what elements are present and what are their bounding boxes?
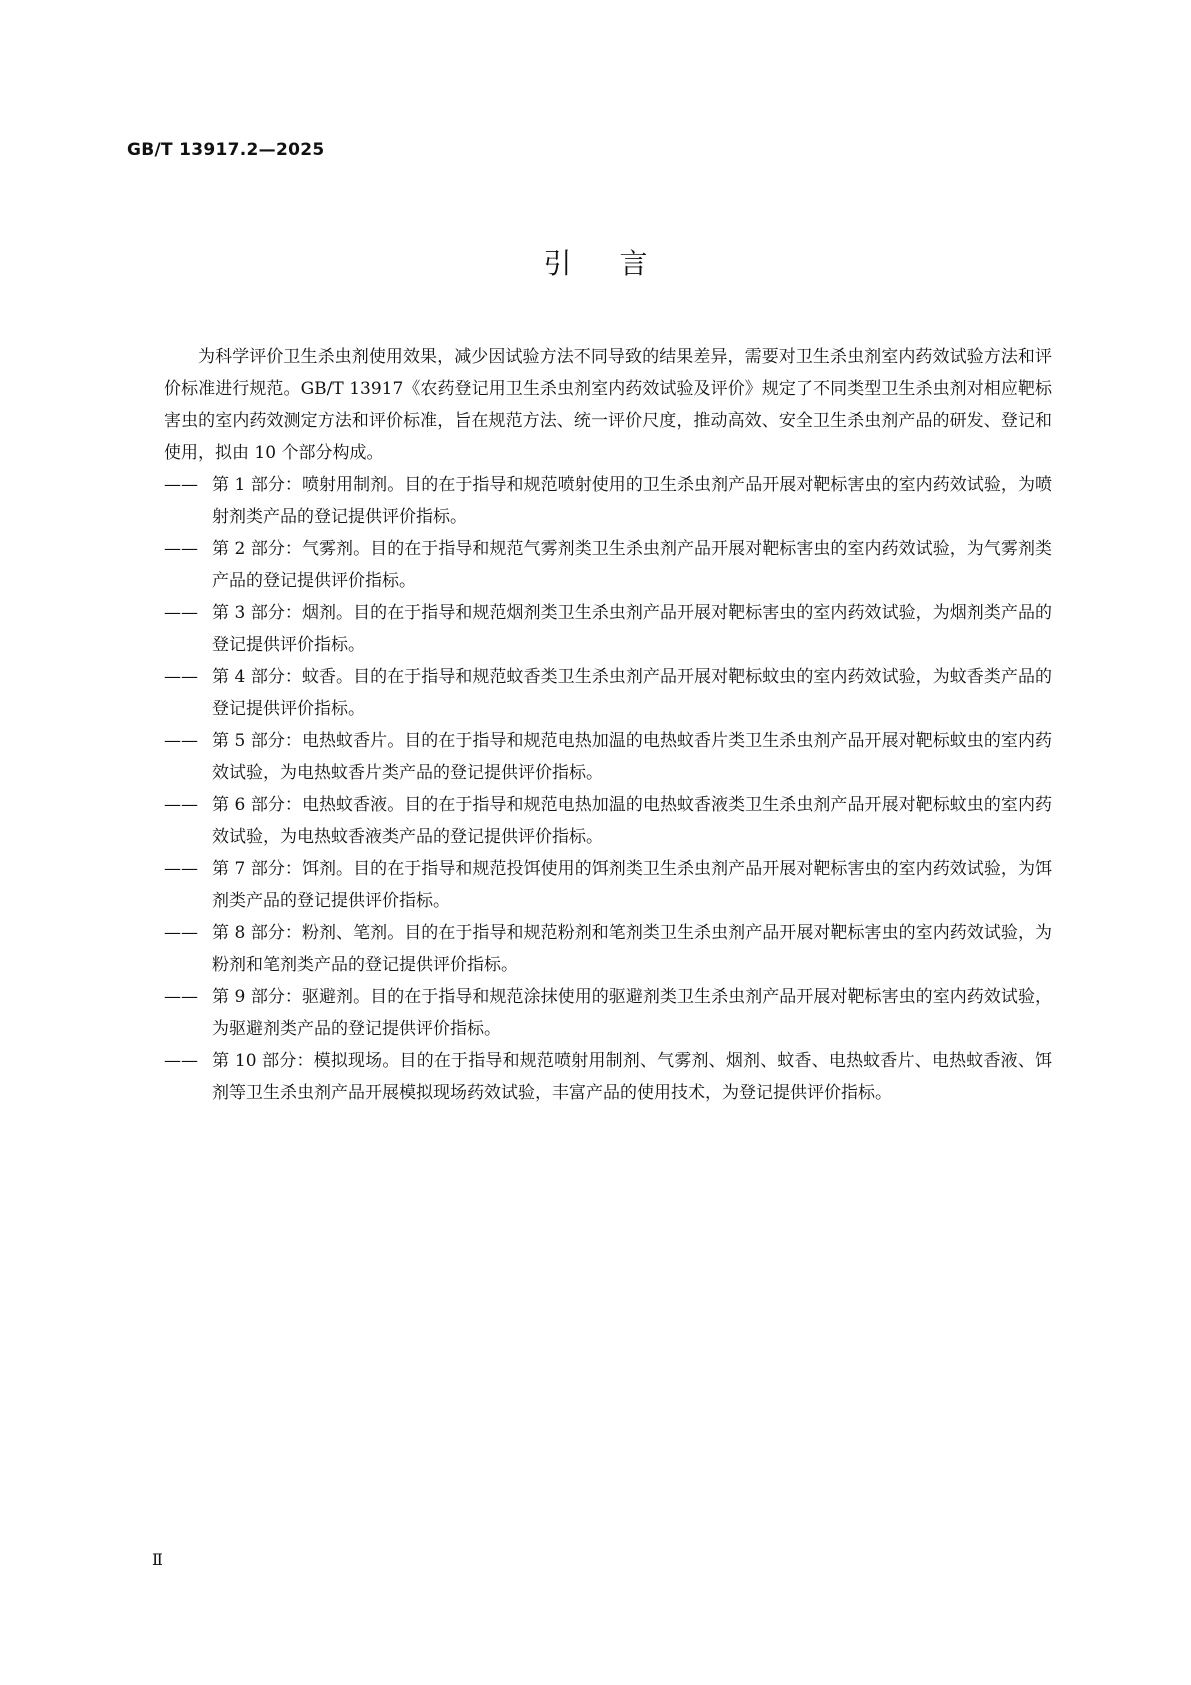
list-item	[164, 789, 1052, 853]
list-dash: ——	[164, 731, 198, 751]
list-dash: ——	[164, 667, 198, 687]
list-dash: ——	[164, 795, 198, 815]
list-item	[164, 597, 1052, 661]
list-item	[164, 853, 1052, 917]
list-item	[164, 917, 1052, 981]
page-title: 引言	[543, 247, 696, 280]
list-dash: ——	[164, 475, 198, 495]
page-number: Ⅱ	[152, 1550, 163, 1569]
intro-paragraph: 为科学评价卫生杀虫剂使用效果，减少因试验方法不同导致的结果差异，需要对卫生杀虫剂室内药效试验方法和评价标准进行规范。GB/T 13917《农药登记用卫生杀虫剂室内药效试验及评价》规定了不同类型卫生杀虫剂对相应靶标害虫的室内药效测定方法和评价标准，旨在规范方法、统一评价尺度，推动高效、安全卫生杀虫剂产品的研发、登记和使用，拟由 10 个部分构成。	[164, 347, 1052, 463]
list-item-text: 第 5 部分：电热蚊香片。目的在于指导和规范电热加温的电热蚊香片类卫生杀虫剂产品开展对靶标蚊虫的室内药效试验，为电热蚊香片类产品的登记提供评价指标。	[212, 731, 1052, 783]
list-dash: ——	[164, 603, 198, 623]
list-item	[164, 981, 1052, 1045]
list-item-text: 第 9 部分：驱避剂。目的在于指导和规范涂抹使用的驱避剂类卫生杀虫剂产品开展对靶标害虫的室内药效试验，为驱避剂类产品的登记提供评价指标。	[212, 987, 1052, 1039]
list-item-text: 第 4 部分：蚊香。目的在于指导和规范蚊香类卫生杀虫剂产品开展对靶标蚊虫的室内药效试验，为蚊香类产品的登记提供评价指标。	[212, 667, 1052, 719]
list-item	[164, 533, 1052, 597]
list-dash: ——	[164, 539, 198, 559]
list-dash: ——	[164, 923, 198, 943]
document-code: GB/T 13917.2—2025	[127, 140, 325, 160]
list-dash: ——	[164, 859, 198, 879]
list-item-text: 第 7 部分：饵剂。目的在于指导和规范投饵使用的饵剂类卫生杀虫剂产品开展对靶标害虫的室内药效试验，为饵剂类产品的登记提供评价指标。	[212, 859, 1052, 911]
list-item	[164, 725, 1052, 789]
list-item-text: 第 2 部分：气雾剂。目的在于指导和规范气雾剂类卫生杀虫剂产品开展对靶标害虫的室内药效试验，为气雾剂类产品的登记提供评价指标。	[212, 539, 1052, 591]
list-item	[164, 661, 1052, 725]
list-dash: ——	[164, 987, 198, 1007]
list-item-text: 第 1 部分：喷射用制剂。目的在于指导和规范喷射使用的卫生杀虫剂产品开展对靶标害虫的室内药效试验，为喷射剂类产品的登记提供评价指标。	[212, 475, 1052, 527]
list-item	[164, 1045, 1052, 1109]
introduction-body	[164, 341, 1052, 1109]
list-item-text: 第 6 部分：电热蚊香液。目的在于指导和规范电热加温的电热蚊香液类卫生杀虫剂产品开展对靶标蚊虫的室内药效试验，为电热蚊香液类产品的登记提供评价指标。	[212, 795, 1052, 847]
list-item-text: 第 8 部分：粉剂、笔剂。目的在于指导和规范粉剂和笔剂类卫生杀虫剂产品开展对靶标害虫的室内药效试验，为粉剂和笔剂类产品的登记提供评价指标。	[212, 923, 1052, 975]
list-item-text: 第 3 部分：烟剂。目的在于指导和规范烟剂类卫生杀虫剂产品开展对靶标害虫的室内药效试验，为烟剂类产品的登记提供评价指标。	[212, 603, 1052, 655]
list-dash: ——	[164, 1051, 198, 1071]
list-item	[164, 469, 1052, 533]
list-item-text: 第 10 部分：模拟现场。目的在于指导和规范喷射用制剂、气雾剂、烟剂、蚊香、电热蚊香片、电热蚊香液、饵剂等卫生杀虫剂产品开展模拟现场药效试验，丰富产品的使用技术，为登记提供评价指标。	[212, 1051, 1052, 1103]
